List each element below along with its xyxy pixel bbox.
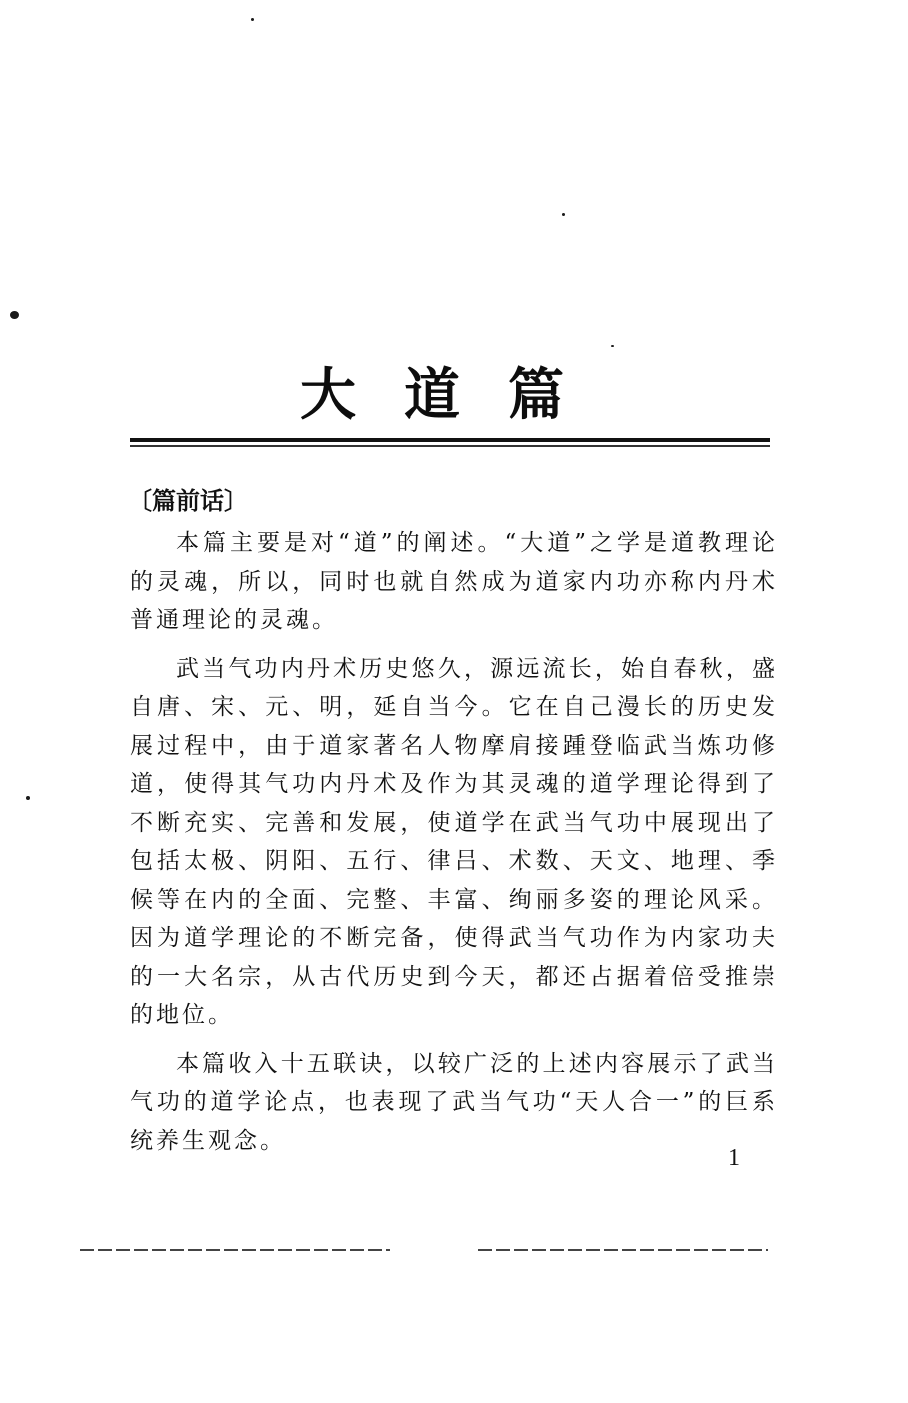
paragraph: 本篇收入十五联诀，以较广泛的上述内容展示了武当气功的道学论点，也表现了武当气功“天人合一”的巨系统养生观念。 bbox=[130, 1050, 778, 1154]
section-title: 大道篇 bbox=[300, 363, 612, 428]
footer-rule bbox=[478, 1249, 768, 1251]
scan-speck bbox=[10, 311, 19, 319]
preface-label: 〔篇前话〕 bbox=[128, 487, 248, 515]
page-number: 1 bbox=[728, 1145, 740, 1171]
paragraph: 本篇主要是对“道”的阐述。“大道”之学是道教理论的灵魂，所以，同时也就自然成为道家内功亦称内丹术普通理论的灵魂。 bbox=[130, 530, 778, 633]
preface-body bbox=[130, 524, 778, 1170]
scan-speck bbox=[251, 18, 254, 21]
scan-speck bbox=[562, 213, 565, 216]
paragraph: 武当气功内丹术历史悠久，源远流长，始自春秋，盛自唐、宋、元、明，延自当今。它在自己漫长的历史发展过程中，由于道家著名人物摩肩接踵登临武当炼功修道，使得其气功内丹术及作为其灵魂的道学理论得到了不断充实、完善和发展，使道学在武当气功中展现出了包括太极、阴阳、五行、律吕、术数、天文、地理、季候等在内的全面、完整、丰富、绚丽多姿的理论风采。因为道学理论的不断完备，使得武当气功作为内家功夫的一大名宗，从古代历史到今天，都还占据着倍受推崇的地位。 bbox=[130, 655, 778, 1028]
title-underline bbox=[130, 438, 770, 442]
footer-rule bbox=[80, 1249, 390, 1251]
scan-speck bbox=[611, 345, 614, 347]
title-underline-secondary bbox=[130, 445, 770, 447]
scan-speck bbox=[26, 796, 30, 800]
